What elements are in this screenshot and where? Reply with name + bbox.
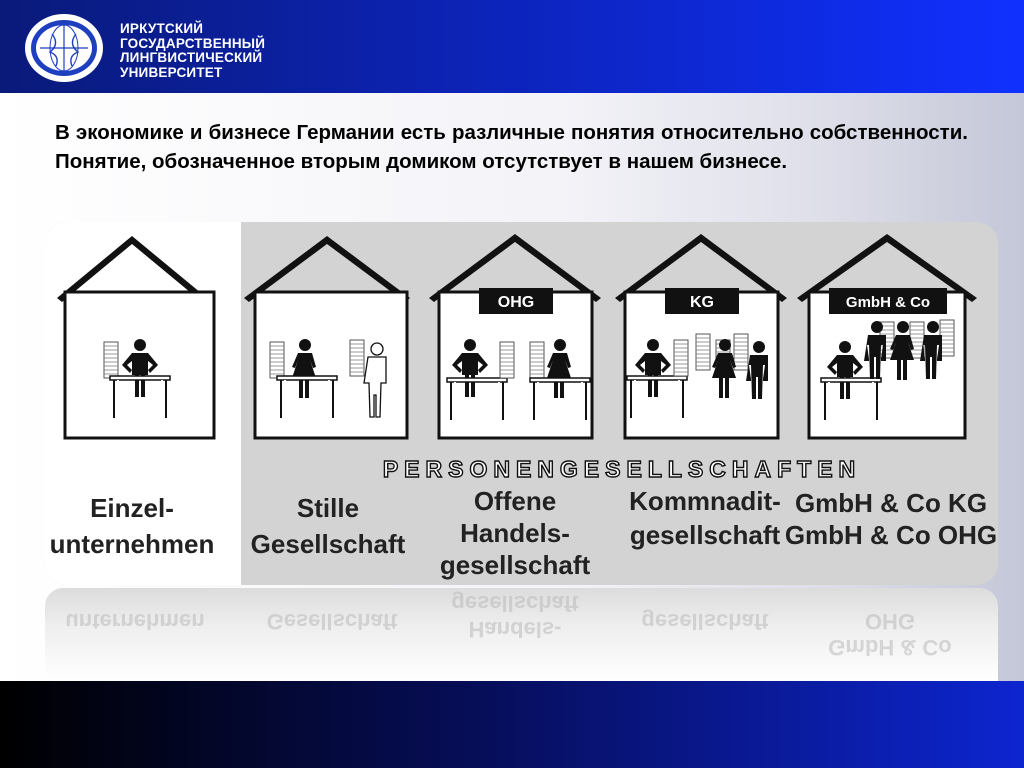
house-label: GmbH & Co OHG <box>784 520 998 550</box>
reflected-label: gesellschaft <box>451 591 579 616</box>
university-name-line: ЛИНГВИСТИЧЕСКИЙ <box>120 50 263 65</box>
house-ohg <box>429 234 601 438</box>
house-label: Handels- <box>460 518 570 548</box>
university-name <box>120 22 265 80</box>
house-kg <box>615 234 787 438</box>
house-label: Stille <box>296 493 360 523</box>
house-label: Einzel- <box>90 493 174 523</box>
house-label: gesellschaft <box>439 550 591 580</box>
house-label: GmbH & Co KG <box>794 488 988 518</box>
reflected-label: Handels- <box>468 617 562 642</box>
house-label: Kommnadit- <box>629 486 781 516</box>
personengesellschaften-label: PERSONENGESELLSCHAFTEN <box>382 456 862 482</box>
reflected-label: GmbH & Co OHG <box>828 609 952 660</box>
footer-bar <box>0 681 1024 768</box>
house-einzelunternehmen <box>57 236 214 438</box>
house-sign: GmbH & Co <box>845 294 931 311</box>
house-sign: OHG <box>497 294 535 311</box>
university-name-line: ГОСУДАРСТВЕННЫЙ <box>120 35 266 51</box>
ownership-figure <box>45 222 998 585</box>
house-gmbh-co <box>797 234 977 438</box>
house-stille-gesellschaft <box>244 236 410 438</box>
slide-body-text: В экономике и бизнесе Германии есть различные понятия относительно собственности. Понятие, обозначенное вторым домиком отсутствует в нашем бизнесе. <box>55 121 968 173</box>
university-name-line: ИРКУТСКИЙ <box>120 21 204 36</box>
houses-diagram <box>45 222 998 585</box>
university-name-line: УНИВЕРСИТЕТ <box>120 64 223 80</box>
house-label: unternehmen <box>49 529 215 559</box>
reflected-label: Gesellschaft <box>266 609 398 634</box>
university-logo <box>22 12 106 84</box>
figure-reflection <box>45 588 998 681</box>
house-sign: KG <box>690 294 714 311</box>
reflected-label: gesellschaft <box>641 609 769 634</box>
house-label: Gesellschaft <box>250 529 406 559</box>
house-label: gesellschaft <box>629 520 781 550</box>
header-bar <box>0 0 1024 93</box>
house-label: Offene <box>473 486 557 516</box>
reflected-label: unternehmen <box>65 609 205 634</box>
